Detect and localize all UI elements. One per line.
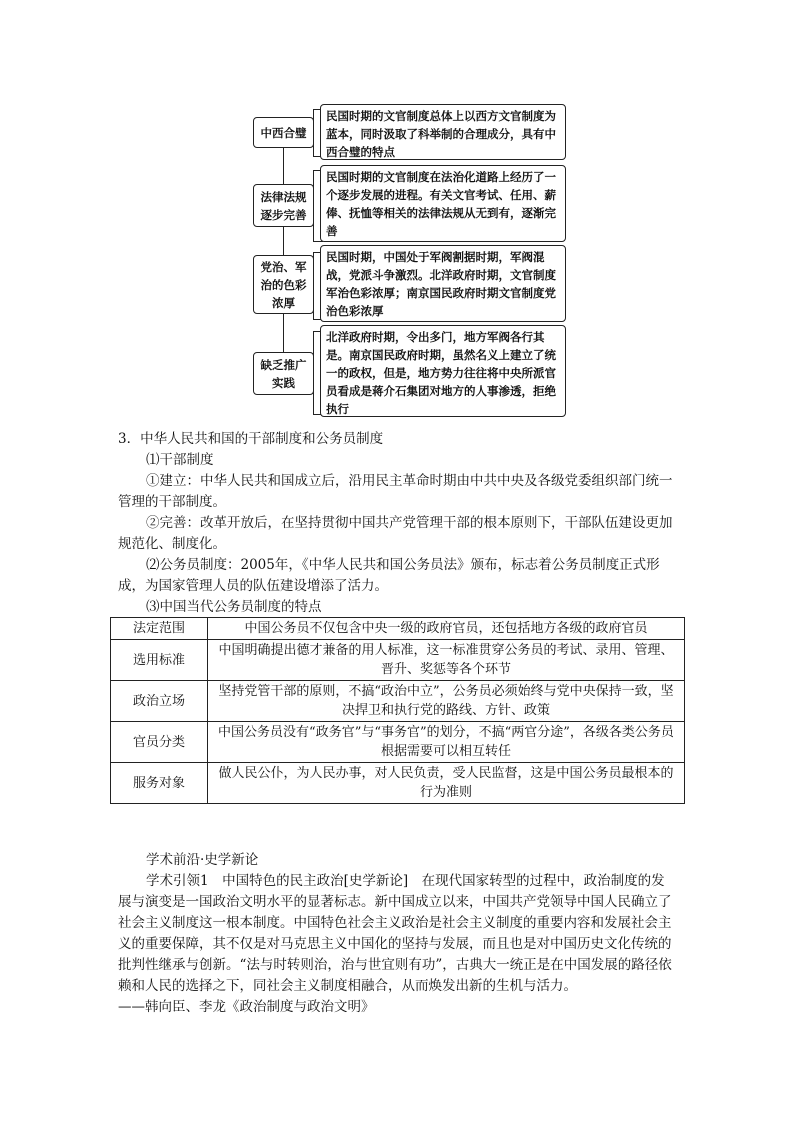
table-row <box>111 618 685 640</box>
table-value: 坚持党管干部的原则，不搞“政治中立”，公务员必须始终与党中央保持一致，坚决捍卫和执行党的路线、方针、政策 <box>208 681 685 722</box>
table-row <box>111 640 685 681</box>
mindmap-text-4: 北洋政府时期，令出多门，地方军阀各行其是。南京国民政府时期，虽然名义上建立了统一的政权，但是，地方势力往往将中央所派官员看成是蒋介石集团对地方的人事渗透，拒绝执行 <box>320 325 566 417</box>
table-key: 服务对象 <box>111 763 208 804</box>
table-key: 法定范围 <box>111 618 208 640</box>
table-value: 中国公务员不仅包含中央一级的政府官员，还包括地方各级的政府官员 <box>208 618 685 640</box>
frontier-paragraph: 学术引领1 中国特色的民主政治[史学新论] 在现代国家转型的过程中，政治制度的发展与演变是一国政治文明水平的显著标志。新中国成立以来，中国共产党领导中国人民确立了社会主义制度这一根本制度。中国特色社会主义政治是社会主义制度的重要内容和发展社会主义的重要保障，其不仅是对马克思主义中国化的坚持与发展，而且也是对中国历史文化传统的批判性继承与创新。“法与时转则治，治与世宜则有功”，古典大一统正是在中国发展的路径依赖和人民的选择之下，同社会主义制度相融合，从而焕发出新的生机与活力。 <box>118 873 672 994</box>
table-row <box>111 722 685 763</box>
paragraph-improve: ②完善：改革开放后，在坚持贯彻中国共产党管理干部的根本原则下，干部队伍建设更加规范化、制度化。 <box>118 515 673 552</box>
mindmap-trunk-line <box>283 118 284 384</box>
mindmap-text-2: 民国时期的文官制度在法治化道路上经历了一个逐步发展的进程。有关文官考试、任用、薪俸、抚恤等相关的法律法规从无到有，逐渐完善 <box>320 165 566 242</box>
frontier-heading: 学术前沿·史学新论 <box>146 852 259 868</box>
mindmap-node-4: 缺乏推广 实践 <box>253 352 314 395</box>
mindmap-node-3: 党治、军 治的色彩 浓厚 <box>253 255 314 314</box>
mindmap-node-2: 法律法规 逐步完善 <box>253 184 314 227</box>
subheading-cadre-system: ⑴干部制度 <box>146 452 214 468</box>
section-heading: 3．中华人民共和国的干部制度和公务员制度 <box>118 431 384 447</box>
frontier-source: ——韩向臣、李龙《政治制度与政治文明》 <box>118 999 375 1015</box>
table-key: 政治立场 <box>111 681 208 722</box>
paragraph-establish: ①建立：中华人民共和国成立后，沿用民主革命时期由中共中央及各级党委组织部门统一管理的干部制度。 <box>118 473 673 510</box>
table-value: 中国明确提出德才兼备的用人标准，这一标准贯穿公务员的考试、录用、管理、晋升、奖惩等各个环节 <box>208 640 685 681</box>
table-row <box>111 681 685 722</box>
table-value: 做人民公仆，为人民办事，对人民负责，受人民监督，这是中国公务员最根本的行为准则 <box>208 763 685 804</box>
table-key: 官员分类 <box>111 722 208 763</box>
table-key: 选用标准 <box>111 640 208 681</box>
subheading-features: ⑶中国当代公务员制度的特点 <box>146 599 322 615</box>
table-value: 中国公务员没有“政务官”与“事务官”的划分，不搞“两官分途”，各级各类公务员根据需要可以相互转任 <box>208 722 685 763</box>
table-row <box>111 763 685 804</box>
paragraph-civil-servant: ⑵公务员制度：2005年，《中华人民共和国公务员法》颁布，标志着公务员制度正式形成，为国家管理人员的队伍建设增添了活力。 <box>118 557 660 594</box>
mindmap-text-3: 民国时期，中国处于军阀割据时期，军阀混战，党派斗争激烈。北洋政府时期，文官制度军治色彩浓厚；南京国民政府时期文官制度党治色彩浓厚 <box>320 245 566 322</box>
mindmap <box>0 0 794 430</box>
mindmap-text-1: 民国时期的文官制度总体上以西方文官制度为蓝本，同时汲取了科举制的合理成分，具有中西合璧的特点 <box>320 104 566 160</box>
mindmap-node-1: 中西合璧 <box>253 117 314 148</box>
features-table <box>110 617 685 804</box>
